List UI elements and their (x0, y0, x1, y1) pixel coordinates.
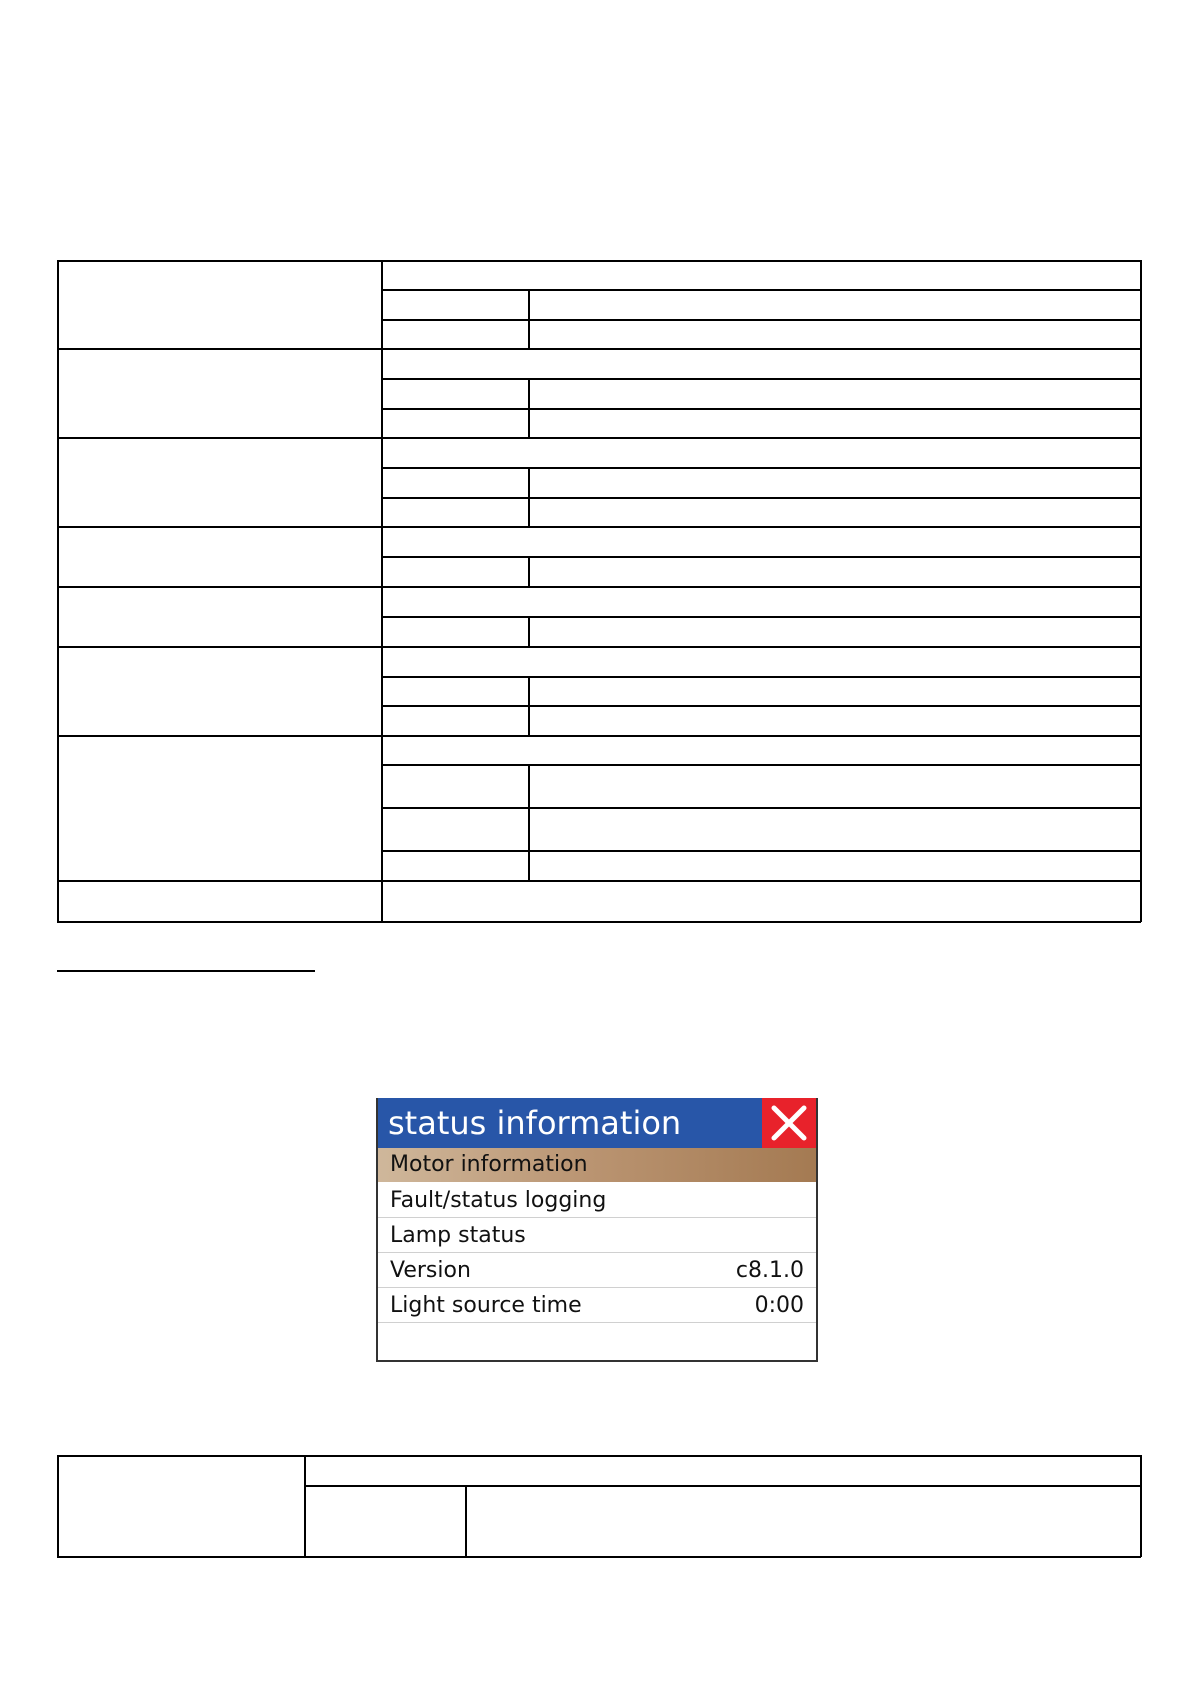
table-col-divider-2 (528, 556, 530, 587)
table-col-divider-2 (528, 467, 530, 527)
menu-item-label: Motor information (390, 1152, 588, 1177)
table-subrow (381, 556, 1141, 558)
menu-item-lamp-status[interactable] (378, 1219, 816, 1253)
table-col-divider-2 (465, 1485, 467, 1557)
table-subrow (381, 850, 1141, 852)
table-group-row (57, 646, 1141, 648)
menu-item-light-source-time[interactable] (378, 1289, 816, 1323)
table-border-left (57, 1455, 59, 1557)
table-subrow (381, 467, 1141, 469)
menu-item-label: Light source time (390, 1293, 582, 1318)
table-border-right (1140, 1455, 1142, 1557)
close-icon (762, 1098, 816, 1148)
table-group-row (57, 586, 1141, 588)
close-button[interactable] (760, 1098, 816, 1148)
table-subrow (381, 378, 1141, 380)
table-col-divider-2 (528, 616, 530, 647)
table-group-row (57, 735, 1141, 737)
light-source-time-value: 0:00 (754, 1293, 804, 1318)
table-col-divider-2 (528, 378, 530, 438)
table-col-divider-1 (304, 1455, 306, 1557)
menu-item-label: Version (390, 1258, 471, 1283)
table-group-row (57, 437, 1141, 439)
version-value: c8.1.0 (735, 1258, 804, 1283)
menu-item-fault-status-logging[interactable] (378, 1184, 816, 1218)
table-border-right (1140, 260, 1142, 922)
table-group-row (57, 880, 1141, 882)
table-col-divider-1 (381, 260, 383, 922)
table-subrow (381, 616, 1141, 618)
table-border-bottom (57, 921, 1141, 923)
table-col-divider-2 (528, 676, 530, 736)
menu-item-motor-information[interactable] (378, 1148, 816, 1182)
table-col-divider-2 (528, 764, 530, 881)
table-subrow (381, 289, 1141, 291)
status-information-panel (376, 1098, 818, 1362)
table-border-left (57, 260, 59, 922)
table-subrow (381, 408, 1141, 410)
menu-item-label: Lamp status (390, 1223, 526, 1248)
table-border-top (57, 1455, 1141, 1457)
table-subrow (304, 1485, 1141, 1487)
table-subrow (381, 319, 1141, 321)
table-border-bottom (57, 1556, 1141, 1558)
table-group-row (57, 348, 1141, 350)
menu-item-version[interactable] (378, 1254, 816, 1288)
table-group-row (57, 526, 1141, 528)
table-subrow (381, 705, 1141, 707)
table-subrow (381, 764, 1141, 766)
table-border-top (57, 260, 1141, 262)
table-subrow (381, 497, 1141, 499)
table-col-divider-2 (528, 289, 530, 349)
table-subrow (381, 676, 1141, 678)
section-heading-underline (57, 970, 315, 972)
panel-title: status information (378, 1098, 764, 1148)
table-subrow (381, 807, 1141, 809)
menu-item-label: Fault/status logging (390, 1188, 607, 1213)
